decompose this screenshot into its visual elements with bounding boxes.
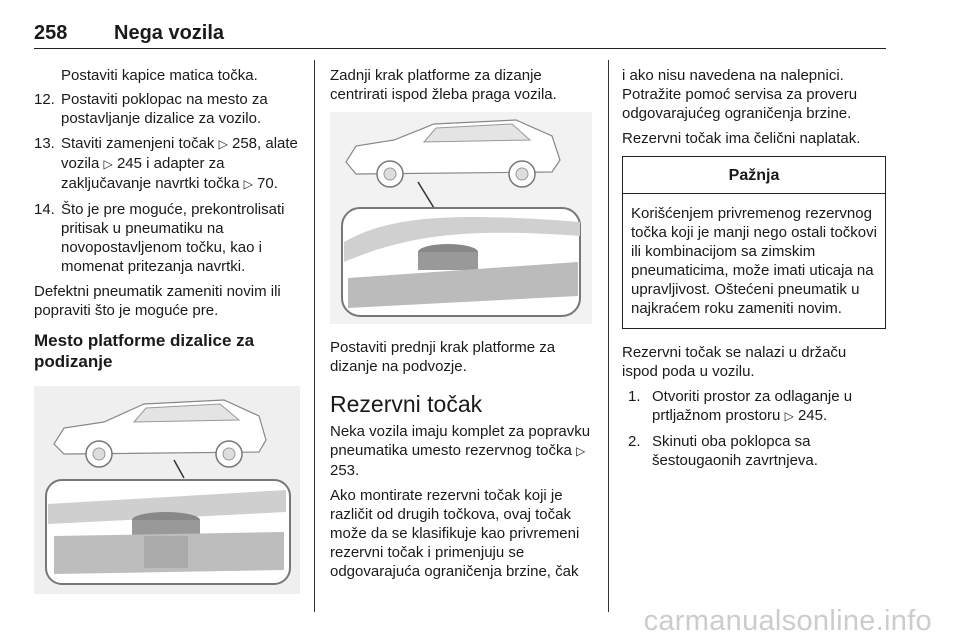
step-number: 2. [628,433,641,450]
paragraph-text: Neka vozila imaju komplet za popravku pneumatika umesto rezervnog točka [330,423,591,459]
reference-arrow-icon: ▷ [575,444,586,458]
car-jack-illustration [330,112,592,324]
column-divider [608,60,609,612]
watermark: carmanualsonline.info [643,605,932,637]
column-middle [330,66,592,587]
step-number: 13. [34,135,55,152]
notice-box [622,156,886,329]
step-text: Staviti zamenjeni točak [61,135,219,152]
paragraph-text: . [355,462,360,479]
paragraph [330,422,592,480]
jack-point-rear-illustration [34,386,300,594]
reference-arrow-icon: ▷ [784,409,794,423]
step-text: Otvoriti prostor za odlaganje u prtljažnom prostoru [652,388,853,424]
page-ref-link[interactable]: 245 [797,407,823,424]
page-ref-link[interactable]: 245 [116,155,142,172]
page-ref-link[interactable]: 70 [257,175,274,192]
step-1 [628,387,886,426]
step-number: 14. [34,201,55,218]
step-text: , alate vozila [61,135,298,172]
reference-arrow-icon: ▷ [218,137,228,151]
step-text: Skinuti oba poklopca sa šestougaonih zavrtnjeva. [652,433,818,469]
step-13 [34,134,300,194]
section-heading: Rezervni točak [330,391,483,417]
page-ref-link[interactable]: 253 [330,462,356,479]
page-header [34,22,886,49]
section-heading: Mesto platforme dizalice za podizanje [34,331,255,371]
step-14 [34,200,300,276]
paragraph: Rezervni točak se nalazi u držaču ispod poda u vozilu. [622,344,847,380]
reference-arrow-icon: ▷ [103,157,113,171]
page-ref-link[interactable]: 258 [231,135,258,152]
step-text: . [273,175,278,192]
page-title: Nega vozila [114,22,225,44]
step-2 [628,432,886,470]
step-text: Postaviti poklopac na mesto za postavljanje dizalice za vozilo. [61,91,268,127]
step-text: Što je pre moguće, prekontrolisati pritisak u pneumatiku na novopostavljenom točku, kao i momenat pritezanja navrtki. [61,201,285,275]
page-number: 258 [34,22,68,44]
column-right [622,66,886,476]
car-jack-illustration [34,386,300,594]
paragraph: Postaviti prednji krak platforme za dizanje na podvozje. [330,339,556,375]
reference-arrow-icon: ▷ [243,177,253,191]
jack-point-front-illustration [330,112,592,324]
step-12 [34,90,300,128]
step-text: . [823,407,828,424]
notice-title: Pažnja [623,157,885,194]
step-number: 12. [34,91,55,108]
continued-step: Postaviti kapice matica točka. [61,67,258,84]
step-number: 1. [628,388,641,405]
column-divider [314,60,315,612]
paragraph: Defektni pneumatik zameniti novim ili popraviti što je moguće pre. [34,283,281,319]
paragraph: Ako montirate rezervni točak koji je različit od drugih točkova, ovaj točak može da se klasifikuje kao privremeni rezervni točak i primenjuju se odgovarajuća ograničenja brzine, čak [330,487,580,580]
paragraph: i ako nisu navedena na nalepnici. Potražite pomoć servisa za proveru odgovarajućeg ograničenja brzine. [622,67,858,122]
notice-body: Korišćenjem privremenog rezervnog točka koji je manji nego ostali točkovi ili kombinacijom sa zimskim pneumaticima, može imati uticaja na upravljivost. Oštećeni pneumatik u najkraćem roku zameniti novim. [631,205,877,317]
column-left [34,66,300,594]
paragraph: Rezervni točak ima čelični naplatak. [622,130,861,147]
step-text: i adapter za zaključavanje navrtki točka [61,155,244,192]
paragraph: Zadnji krak platforme za dizanje centrirati ispod žleba praga vozila. [330,67,557,103]
